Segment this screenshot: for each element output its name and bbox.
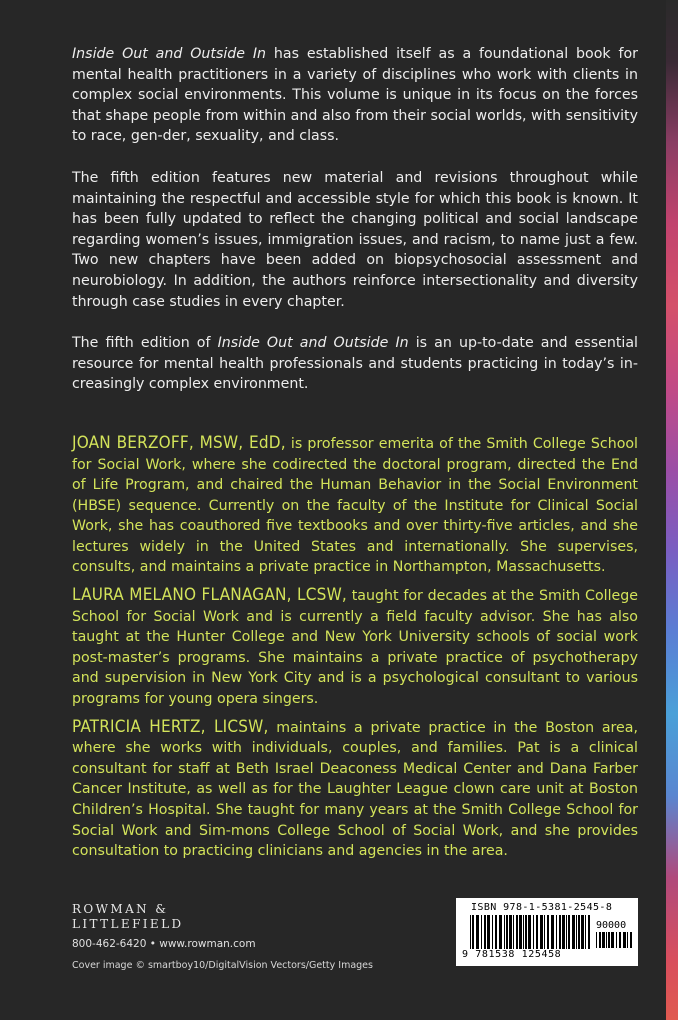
barcode-digits: 9 781538 125458 (462, 949, 562, 960)
author-name: LAURA MELANO FLANAGAN, LCSW, (72, 585, 347, 606)
publisher-logo-line-2: LITTLEFIELD (72, 917, 184, 931)
cover-image-credit: Cover image © smartboy10/DigitalVision Vectors/Getty Images (72, 960, 373, 971)
author-bio-text: taught for decades at the Smith College School for Social Work and is currently a field faculty advisor. She has also taught at the Hunter College and New York University schools of social work post-master’s programs. She maintains a private practice of psychotherapy and supervision in New York City and is a psychological consultant to various programs for young opera singers. (72, 588, 638, 708)
price-code: 90000 (596, 920, 627, 931)
publisher-logo-line-1: ROWMAN & (72, 902, 169, 916)
isbn-barcode (456, 898, 638, 966)
description-text: has established itself as a foundational book for mental health practitioners in a variety of disciplines who work with clients in complex social environments. This volume is unique in its focus on the forces that shape people from within and also from their social worlds, with sensitivity to race, gen-der, sexuality, and class. (72, 46, 638, 145)
description-paragraph-3: The fifth edition of Inside Out and Outside In is an up-to-date and essential resource for mental health professionals and students practicing in today’s in-creasingly complex environment. (72, 335, 638, 393)
author-name: PATRICIA HERTZ, LICSW, (72, 716, 269, 737)
author-bio (72, 585, 638, 710)
description-paragraph-2: The fifth edition features new material and revisions throughout while maintaining the respectful and accessible style for which this book is known. It has been fully updated to reflect the changing political and social landscape regarding women’s issues, immigration issues, and racism, to name just a few. Two new chapters have been added on biopsychosocial assessment and neurobiology. In addition, the authors reinforce intersectionality and diversity through case studies in every chapter. (72, 169, 638, 310)
publisher-block (72, 902, 373, 971)
edge-gradient-strip (666, 0, 678, 1020)
author-name: JOAN BERZOFF, MSW, EdD, (72, 432, 286, 453)
isbn-number: ISBN 978-1-5381-2545-8 (471, 902, 613, 913)
author-bio-text: is professor emerita of the Smith College School for Social Work, where she codirected the doctoral program, directed the End of Life Program, and chaired the Human Behavior in the Social Environment (HBSE) sequence. Currently on the faculty of the Institute for Clinical Social Work, she has coauthored five textbooks and over thirty-five articles, and she lectures widely in the United States and internationally. She supervises, consults, and maintains a private practice in Northampton, Massachusetts. (72, 435, 638, 576)
author-bios (72, 433, 638, 862)
addon-barcode-bars (596, 932, 634, 948)
book-title: Inside Out and Outside In (72, 46, 267, 62)
description-paragraph-1 (72, 44, 638, 147)
back-cover-content (72, 44, 638, 869)
publisher-contact: 800-462-6420 • www.rowman.com (72, 938, 256, 950)
barcode-bars (470, 915, 590, 949)
author-bio-text: maintains a private practice in the Boston area, where she works with individuals, couples, and families. Pat is a clinical consultant for staff at Beth Israel Deaconess Medical Center and Dana Farber Cancer Institute, as well as for the Laughter League clown care unit at Boston Children’s Hospital. She taught for many years at the Smith College School for Social Work and Sim-mons College School of Social Work, and she provides consultation to practicing clinicians and agencies in the area. (72, 719, 638, 860)
author-bio (72, 433, 638, 578)
author-bio (72, 717, 638, 862)
book-title: Inside Out and Outside In (217, 335, 409, 352)
